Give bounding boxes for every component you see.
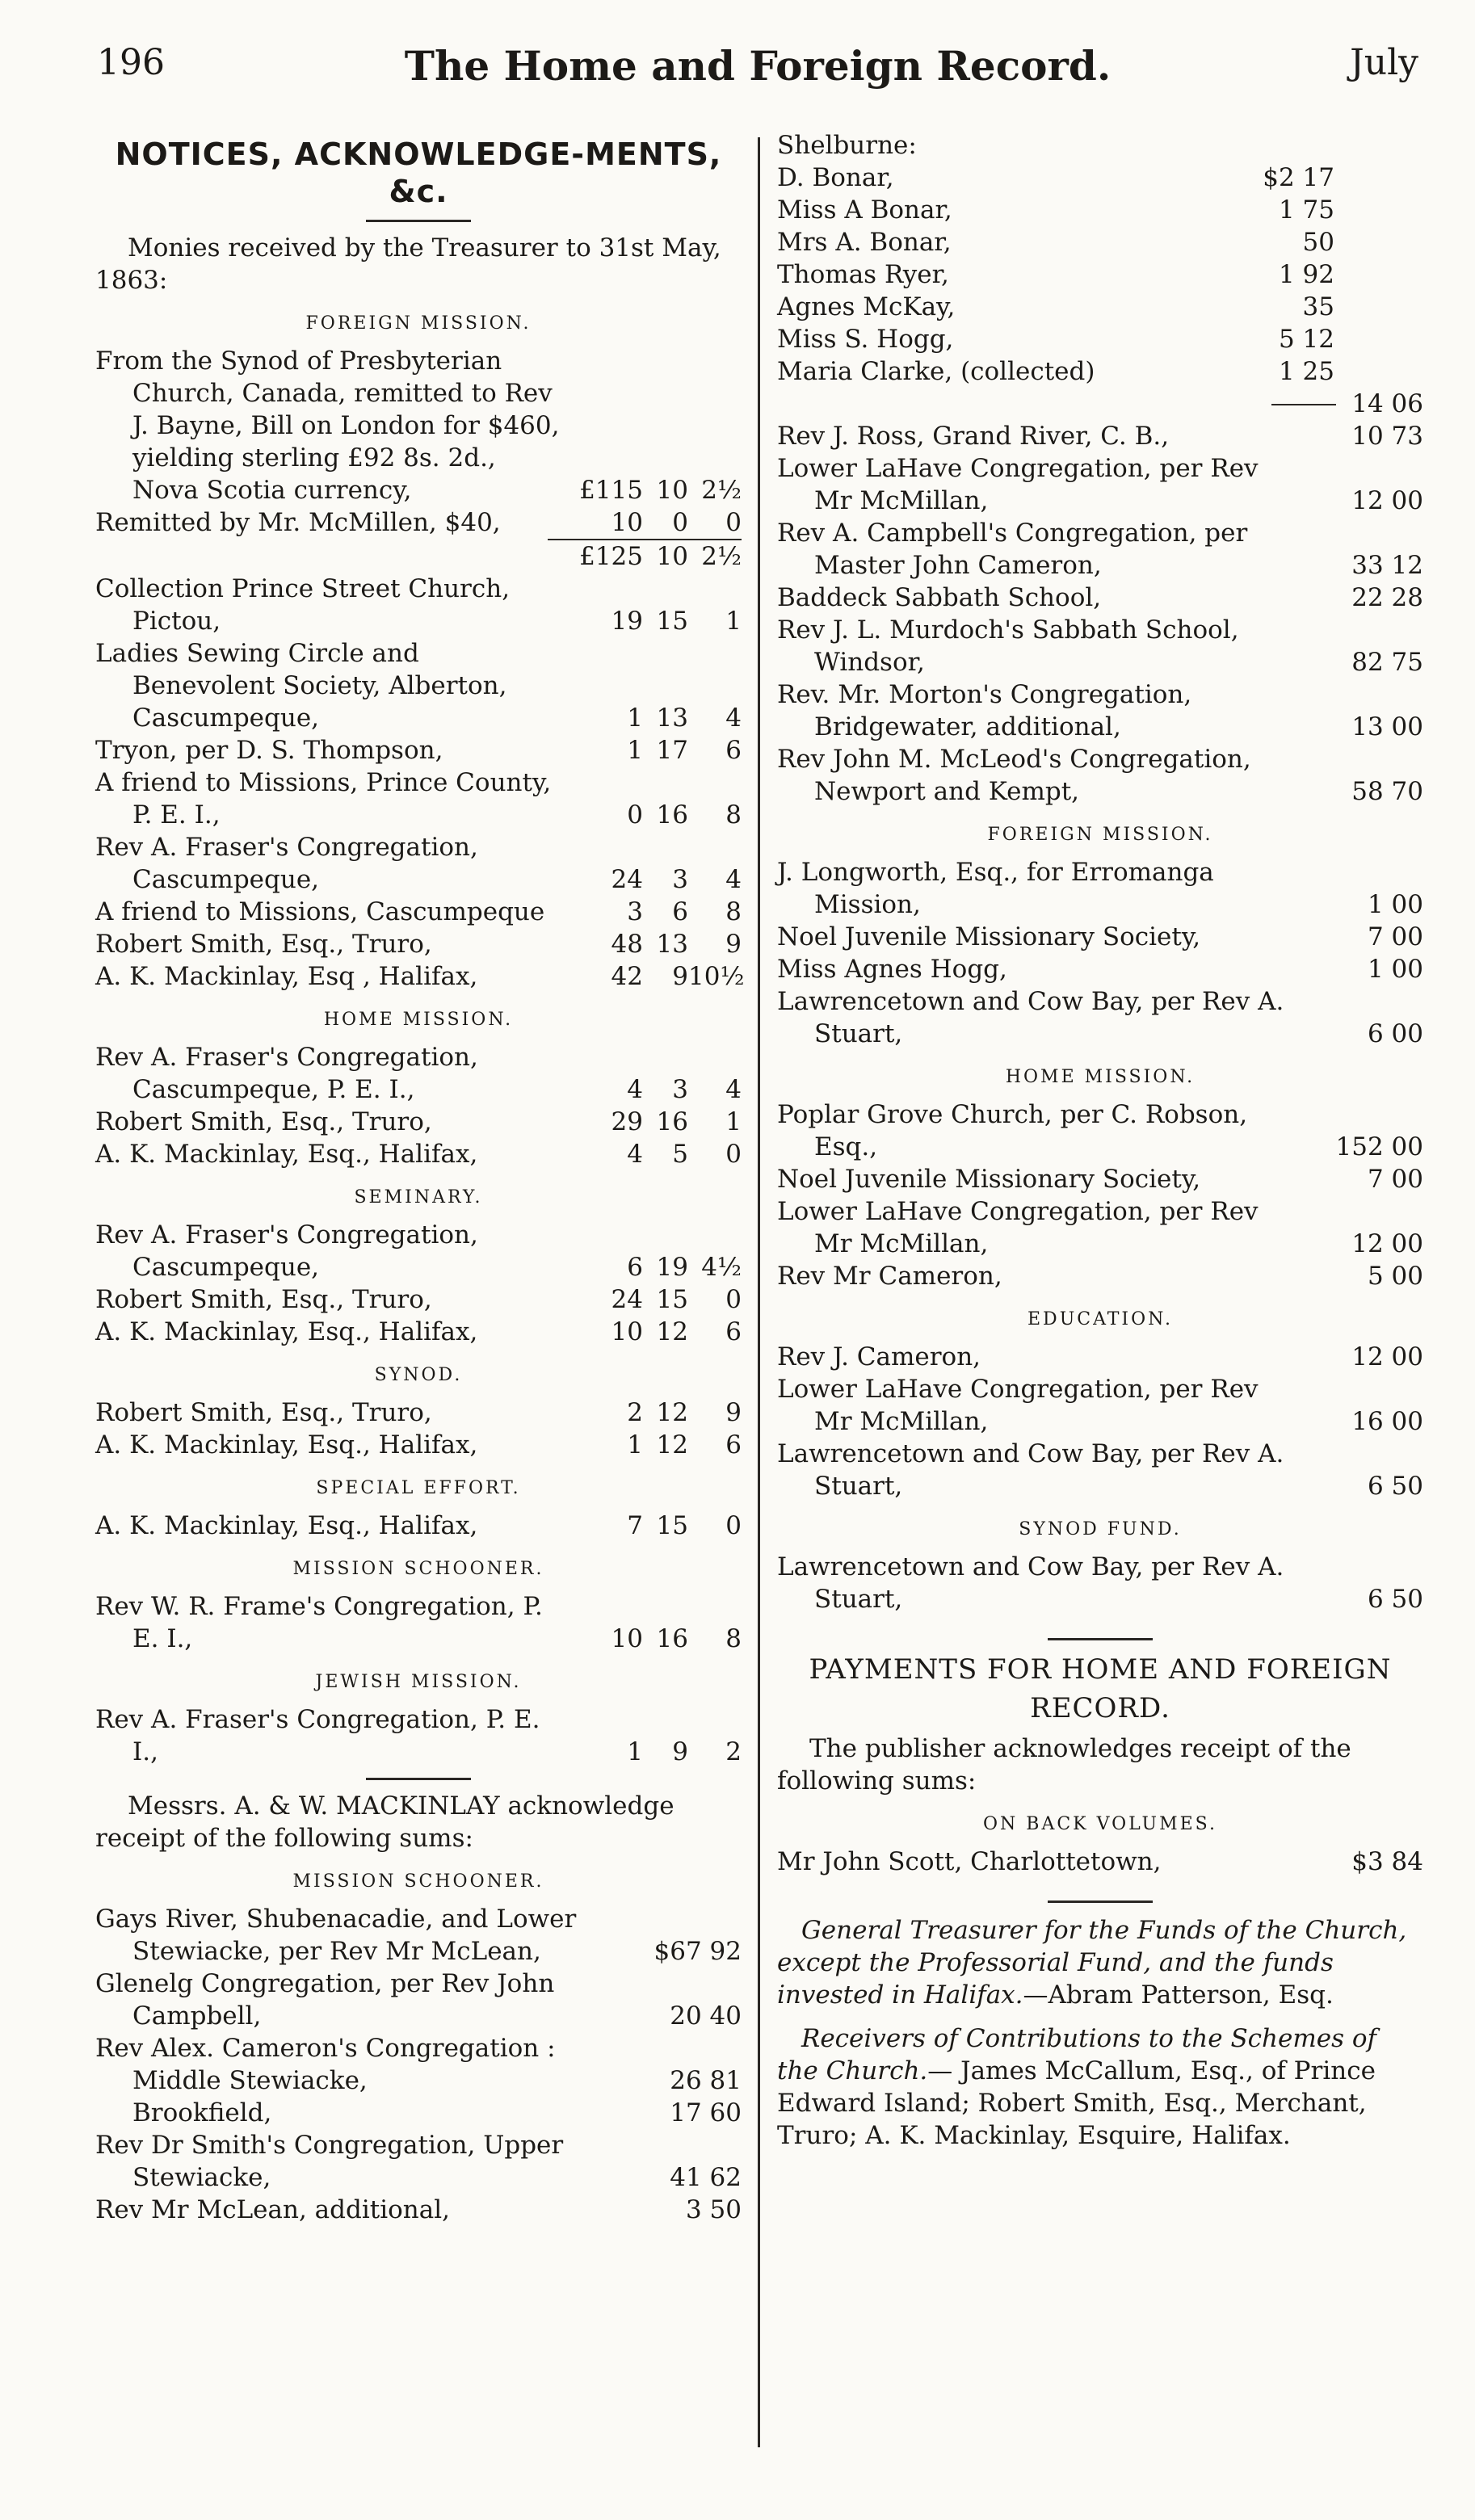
- section-title-jewish: JEWISH MISSION.: [315, 1672, 522, 1692]
- item-amount: 13 00: [1351, 712, 1423, 741]
- item-amount: 12 00: [1351, 1229, 1423, 1258]
- foreign-list-2: [95, 573, 745, 993]
- item-description: Poplar Grove Church, per C. Robson, Esq.,: [777, 1100, 1248, 1161]
- item-description: A friend to Missions, Prince County, P. E. I.,: [95, 768, 552, 830]
- list-item: [777, 985, 1423, 1050]
- item-amount: 6 19 4½: [627, 1253, 742, 1282]
- item-amount: 7 00: [1367, 922, 1423, 951]
- item-description: Robert Smith, Esq., Truro,: [95, 1285, 432, 1314]
- item-description: A. K. Mackinlay, Esq., Halifax,: [95, 1140, 478, 1169]
- list-item: [777, 1098, 1423, 1163]
- receipts-list: [777, 420, 1423, 808]
- item-amount: 41 62: [670, 2163, 742, 2192]
- item-description: Mrs A. Bonar,: [777, 228, 952, 257]
- item-description: Rev Mr McLean, additional,: [95, 2195, 450, 2224]
- item-description: Middle Stewiacke,: [132, 2066, 368, 2095]
- list-item: [95, 1138, 742, 1170]
- education-list: [777, 1341, 1423, 1502]
- list-item: [777, 162, 1423, 194]
- item-amount: 5 12: [1278, 325, 1334, 354]
- item-amount: 20 40: [670, 2001, 742, 2031]
- section-title-mission-schooner: MISSION SCHOONER.: [292, 1871, 544, 1892]
- item-amount: 42 9 10½: [611, 962, 745, 991]
- treasurer-label: General Treasurer for the Funds of the Church, except the Professorial Fund, and the funds invested in Halifax.: [777, 1916, 1407, 2010]
- item-amount: 10 16 8: [611, 1624, 742, 1653]
- item-description: Gays River, Shubenacadie, and Lower Stewiacke, per Rev Mr McLean,: [95, 1905, 577, 1966]
- divider: [366, 220, 471, 222]
- list-item: [777, 953, 1423, 985]
- item-amount: 24 15 0: [611, 1285, 742, 1314]
- list-item: [95, 2194, 742, 2226]
- item-amount: 29 16 1: [611, 1107, 742, 1136]
- item-amount: 6 50: [1367, 1585, 1423, 1614]
- section-title-foreign: FOREIGN MISSION.: [987, 825, 1213, 845]
- item-amount: 22 28: [1351, 583, 1423, 612]
- item-amount: 17 60: [670, 2098, 742, 2127]
- synod-fund-list: [777, 1551, 1423, 1615]
- item-amount: 3 6 8: [627, 897, 742, 926]
- item-description: Rev A. Fraser's Congregation, Cascumpeque,: [95, 833, 478, 894]
- foreign-list: [95, 345, 742, 539]
- journal-title: The Home and Foreign Record.: [404, 42, 1112, 90]
- treasurer-note: [777, 1914, 1423, 2011]
- item-amount: 82 75: [1351, 648, 1423, 677]
- item-description: Glenelg Congregation, per Rev John Campbell,: [95, 1969, 555, 2031]
- list-item: [777, 355, 1423, 388]
- section-title-education: EDUCATION.: [1027, 1309, 1173, 1329]
- item-amount: 2 12 9: [627, 1398, 742, 1427]
- section-title-synod: SYNOD.: [374, 1365, 463, 1385]
- item-description: Lawrencetown and Cow Bay, per Rev A. Stuart,: [777, 1552, 1284, 1614]
- item-amount: 33 12: [1351, 551, 1423, 580]
- item-description: A. K. Mackinlay, Esq., Halifax,: [95, 1511, 478, 1540]
- item-description: Miss A Bonar,: [777, 195, 952, 225]
- shelburne-total: 14 06: [777, 388, 1423, 420]
- item-amount: 3 50: [685, 2195, 742, 2224]
- item-description: Rev. Mr. Morton's Congregation, Bridgewater, additional,: [777, 680, 1192, 741]
- item-description: Brookfield,: [132, 2098, 272, 2127]
- list-item: [95, 1903, 742, 1968]
- item-description: Noel Juvenile Missionary Society,: [777, 922, 1201, 951]
- item-amount: 1 9 2: [627, 1737, 742, 1766]
- list-item: [95, 637, 742, 734]
- list-item: [95, 831, 742, 896]
- item-description: Rev John M. McLeod's Congregation, Newport and Kempt,: [777, 745, 1251, 806]
- list-item: [95, 1590, 742, 1655]
- mission-schooner-list: [95, 1903, 742, 2226]
- publisher-text: The publisher acknowledges receipt of the following sums:: [777, 1734, 1351, 1796]
- treasurer-name: —Abram Patterson, Esq.: [1023, 1980, 1334, 2010]
- list-item: [95, 1106, 742, 1138]
- back-volumes-list: [777, 1846, 1423, 1878]
- page-header: [97, 42, 1418, 107]
- notices-heading: NOTICES, ACKNOWLEDGE-MENTS, &c.: [115, 136, 722, 209]
- item-description: Lawrencetown and Cow Bay, per Rev A. Stuart,: [777, 987, 1284, 1048]
- section-title-schooner: MISSION SCHOONER.: [292, 1559, 544, 1579]
- list-item: [777, 678, 1423, 743]
- shelburne-list: [777, 162, 1423, 388]
- list-item: [777, 1373, 1423, 1438]
- item-amount: 26 81: [670, 2066, 742, 2095]
- item-amount: 10 12 6: [611, 1317, 742, 1346]
- section-title-synod-fund: SYNOD FUND.: [1019, 1519, 1182, 1539]
- item-description: Rev A. Fraser's Congregation, Cascumpeque,: [95, 1220, 478, 1282]
- item-description: Noel Juvenile Missionary Society,: [777, 1165, 1201, 1194]
- list-item: [777, 420, 1423, 452]
- list-item: [95, 1283, 742, 1316]
- item-amount: 1 25: [1278, 357, 1334, 386]
- item-description: Mr John Scott, Charlottetown,: [777, 1847, 1162, 1876]
- item-description: J. Longworth, Esq., for Erromanga Mission,: [777, 858, 1214, 919]
- item-amount: 19 15 1: [611, 607, 742, 636]
- item-amount: 1 92: [1278, 260, 1334, 289]
- list-item: [777, 582, 1423, 614]
- item-amount: 35: [1302, 292, 1334, 321]
- section-title-back-volumes: ON BACK VOLUMES.: [983, 1814, 1217, 1834]
- item-amount: 1 12 6: [627, 1430, 742, 1460]
- item-amount: 1 75: [1278, 195, 1334, 225]
- left-column: [95, 129, 745, 2226]
- list-item: [95, 2097, 742, 2129]
- item-amount: 1 00: [1367, 955, 1423, 984]
- item-description: A friend to Missions, Cascumpeque: [95, 897, 545, 926]
- list-item: [95, 345, 742, 506]
- item-amount: 6 00: [1367, 1019, 1423, 1048]
- item-description: Rev J. Cameron,: [777, 1342, 981, 1371]
- item-description: Rev W. R. Frame's Congregation, P. E. I.,: [95, 1592, 543, 1653]
- item-description: Robert Smith, Esq., Truro,: [95, 1398, 432, 1427]
- item-amount: 5 00: [1367, 1262, 1423, 1291]
- list-item: [95, 1968, 742, 2032]
- section-title-home: HOME MISSION.: [1005, 1067, 1196, 1087]
- item-description: Miss S. Hogg,: [777, 325, 954, 354]
- item-description: Thomas Ryer,: [777, 260, 949, 289]
- receivers-label: Receivers of Contributions to the Schemes of the Church.: [777, 2024, 1377, 2085]
- item-description: Rev Alex. Cameron's Congregation :: [95, 2034, 556, 2063]
- list-item: [777, 1195, 1423, 1260]
- list-item: [777, 1260, 1423, 1292]
- divider: [366, 1778, 471, 1780]
- item-description: A. K. Mackinlay, Esq., Halifax,: [95, 1430, 478, 1460]
- item-amount: 152 00: [1335, 1132, 1423, 1161]
- section-title-special: SPECIAL EFFORT.: [316, 1478, 521, 1498]
- list-item: [95, 734, 742, 766]
- list-item: [95, 1429, 742, 1461]
- item-amount: 48 13 9: [611, 930, 742, 959]
- item-amount: 12 00: [1351, 1342, 1423, 1371]
- synod-list: [95, 1396, 742, 1461]
- list-item: [95, 2064, 742, 2097]
- list-item: [777, 226, 1423, 258]
- item-description: A. K. Mackinlay, Esq., Halifax,: [95, 1317, 478, 1346]
- item-amount: 7 00: [1367, 1165, 1423, 1194]
- page-number: 196: [97, 42, 165, 83]
- item-description: Lower LaHave Congregation, per Rev Mr McMillan,: [777, 454, 1259, 515]
- receivers-name: — James McCallum, Esq., of Prince Edward Island; Robert Smith, Esq., Merchant, Truro; A. K. Mackinlay, Esquire, Halifax.: [777, 2056, 1376, 2150]
- list-item: [95, 1510, 742, 1542]
- item-description: Robert Smith, Esq., Truro,: [95, 1107, 432, 1136]
- list-item: [777, 452, 1423, 517]
- item-description: Tryon, per D. S. Thompson,: [95, 736, 443, 765]
- item-description: Rev A. Fraser's Congregation, Cascumpeque, P. E. I.,: [95, 1043, 478, 1104]
- item-amount: 16 00: [1351, 1407, 1423, 1436]
- schooner-list: [95, 1590, 742, 1655]
- item-description: Robert Smith, Esq., Truro,: [95, 930, 432, 959]
- item-amount: 6 50: [1367, 1472, 1423, 1501]
- item-amount: 0 16 8: [627, 800, 742, 830]
- list-item: [777, 1438, 1423, 1502]
- item-description: Remitted by Mr. McMillen, $40,: [95, 508, 501, 537]
- item-description: D. Bonar,: [777, 163, 894, 192]
- item-amount: $2 17: [1263, 163, 1334, 192]
- list-item: [777, 614, 1423, 678]
- item-amount: 10 73: [1351, 422, 1423, 451]
- home-list: [95, 1041, 742, 1170]
- list-item: [95, 1703, 742, 1768]
- item-description: Rev Mr Cameron,: [777, 1262, 1002, 1291]
- intro-text: Monies received by the Treasurer to 31st May, 1863:: [95, 233, 721, 295]
- special-list: [95, 1510, 742, 1542]
- item-amount: 1 17 6: [627, 736, 742, 765]
- item-amount: 7 15 0: [627, 1511, 742, 1540]
- item-amount: 24 3 4: [611, 865, 742, 894]
- item-description: Rev J. L. Murdoch's Sabbath School, Windsor,: [777, 615, 1239, 677]
- column-divider: [758, 137, 760, 2447]
- list-item: [777, 1846, 1423, 1878]
- item-amount: 1 00: [1367, 890, 1423, 919]
- item-description: Rev J. Ross, Grand River, C. B.,: [777, 422, 1170, 451]
- list-item: [777, 921, 1423, 953]
- item-amount: 1 13 4: [627, 704, 742, 733]
- item-description: Collection Prince Street Church, Pictou,: [95, 574, 511, 636]
- item-amount: 4 5 0: [627, 1140, 742, 1169]
- item-description: Ladies Sewing Circle and Benevolent Society, Alberton, Cascumpeque,: [95, 639, 507, 733]
- list-item: [95, 766, 742, 831]
- list-item: [95, 1041, 742, 1106]
- list-item: [95, 1396, 742, 1429]
- payments-heading: PAYMENTS FOR HOME AND FOREIGN RECORD.: [809, 1653, 1392, 1724]
- list-item: [777, 1551, 1423, 1615]
- item-amount: $3 84: [1351, 1847, 1423, 1876]
- list-item: [95, 506, 742, 539]
- item-description: A. K. Mackinlay, Esq , Halifax,: [95, 962, 478, 991]
- item-description: Lower LaHave Congregation, per Rev Mr McMillan,: [777, 1197, 1259, 1258]
- shelburne-label: Shelburne:: [777, 131, 917, 160]
- list-item: [777, 1341, 1423, 1373]
- list-item: [95, 573, 742, 637]
- section-title-home: HOME MISSION.: [323, 1010, 514, 1030]
- item-description: Rev A. Campbell's Congregation, per Master John Cameron,: [777, 519, 1248, 580]
- list-item: [95, 928, 742, 960]
- list-item: [777, 856, 1423, 921]
- item-amount: 58 70: [1351, 777, 1423, 806]
- jewish-list: [95, 1703, 742, 1768]
- list-item: [95, 960, 745, 993]
- item-amount: 12 00: [1351, 486, 1423, 515]
- item-amount: £115 10 2½: [579, 476, 742, 505]
- item-description: Baddeck Sabbath School,: [777, 583, 1102, 612]
- list-item: [777, 258, 1423, 291]
- item-description: Rev A. Fraser's Congregation, P. E. I.,: [95, 1705, 540, 1766]
- receivers-note: [777, 2022, 1423, 2152]
- item-description: Maria Clarke, (collected): [777, 357, 1095, 386]
- divider: [1048, 1638, 1153, 1640]
- list-item: [95, 1219, 742, 1283]
- right-column: [777, 129, 1423, 2163]
- list-item: [777, 517, 1423, 582]
- item-amount: $67 92: [653, 1937, 742, 1966]
- list-item: [777, 743, 1423, 808]
- seminary-list: [95, 1219, 742, 1348]
- issue-month: July: [1350, 42, 1418, 83]
- item-amount: 4 3 4: [627, 1075, 742, 1104]
- home-list: [777, 1098, 1423, 1292]
- list-item: [777, 1163, 1423, 1195]
- divider: [1048, 1900, 1153, 1903]
- list-item: [777, 291, 1423, 323]
- list-item: [95, 2129, 742, 2194]
- list-item: [777, 323, 1423, 355]
- list-item: [95, 2032, 742, 2064]
- messrs-text: Messrs. A. & W. MACKINLAY acknowledge receipt of the following sums:: [95, 1791, 674, 1853]
- foreign-list: [777, 856, 1423, 1050]
- item-description: From the Synod of Presbyterian Church, Canada, remitted to Rev J. Bayne, Bill on London for $460, yielding sterling £92 8s. 2d., Nova Scotia currency,: [95, 346, 560, 505]
- item-amount: 50: [1302, 228, 1334, 257]
- item-description: Miss Agnes Hogg,: [777, 955, 1007, 984]
- list-item: [95, 1316, 742, 1348]
- item-description: Agnes McKay,: [777, 292, 956, 321]
- section-title-seminary: SEMINARY.: [354, 1187, 483, 1208]
- item-description: Lawrencetown and Cow Bay, per Rev A. Stuart,: [777, 1439, 1284, 1501]
- foreign-subtotal: £125 10 2½: [579, 542, 742, 571]
- item-description: Lower LaHave Congregation, per Rev Mr McMillan,: [777, 1375, 1259, 1436]
- item-description: Rev Dr Smith's Congregation, Upper Stewiacke,: [95, 2131, 564, 2192]
- section-title-foreign: FOREIGN MISSION.: [305, 313, 532, 334]
- list-item: [777, 194, 1423, 226]
- item-amount: 10 0 0: [611, 508, 742, 537]
- list-item: [95, 896, 742, 928]
